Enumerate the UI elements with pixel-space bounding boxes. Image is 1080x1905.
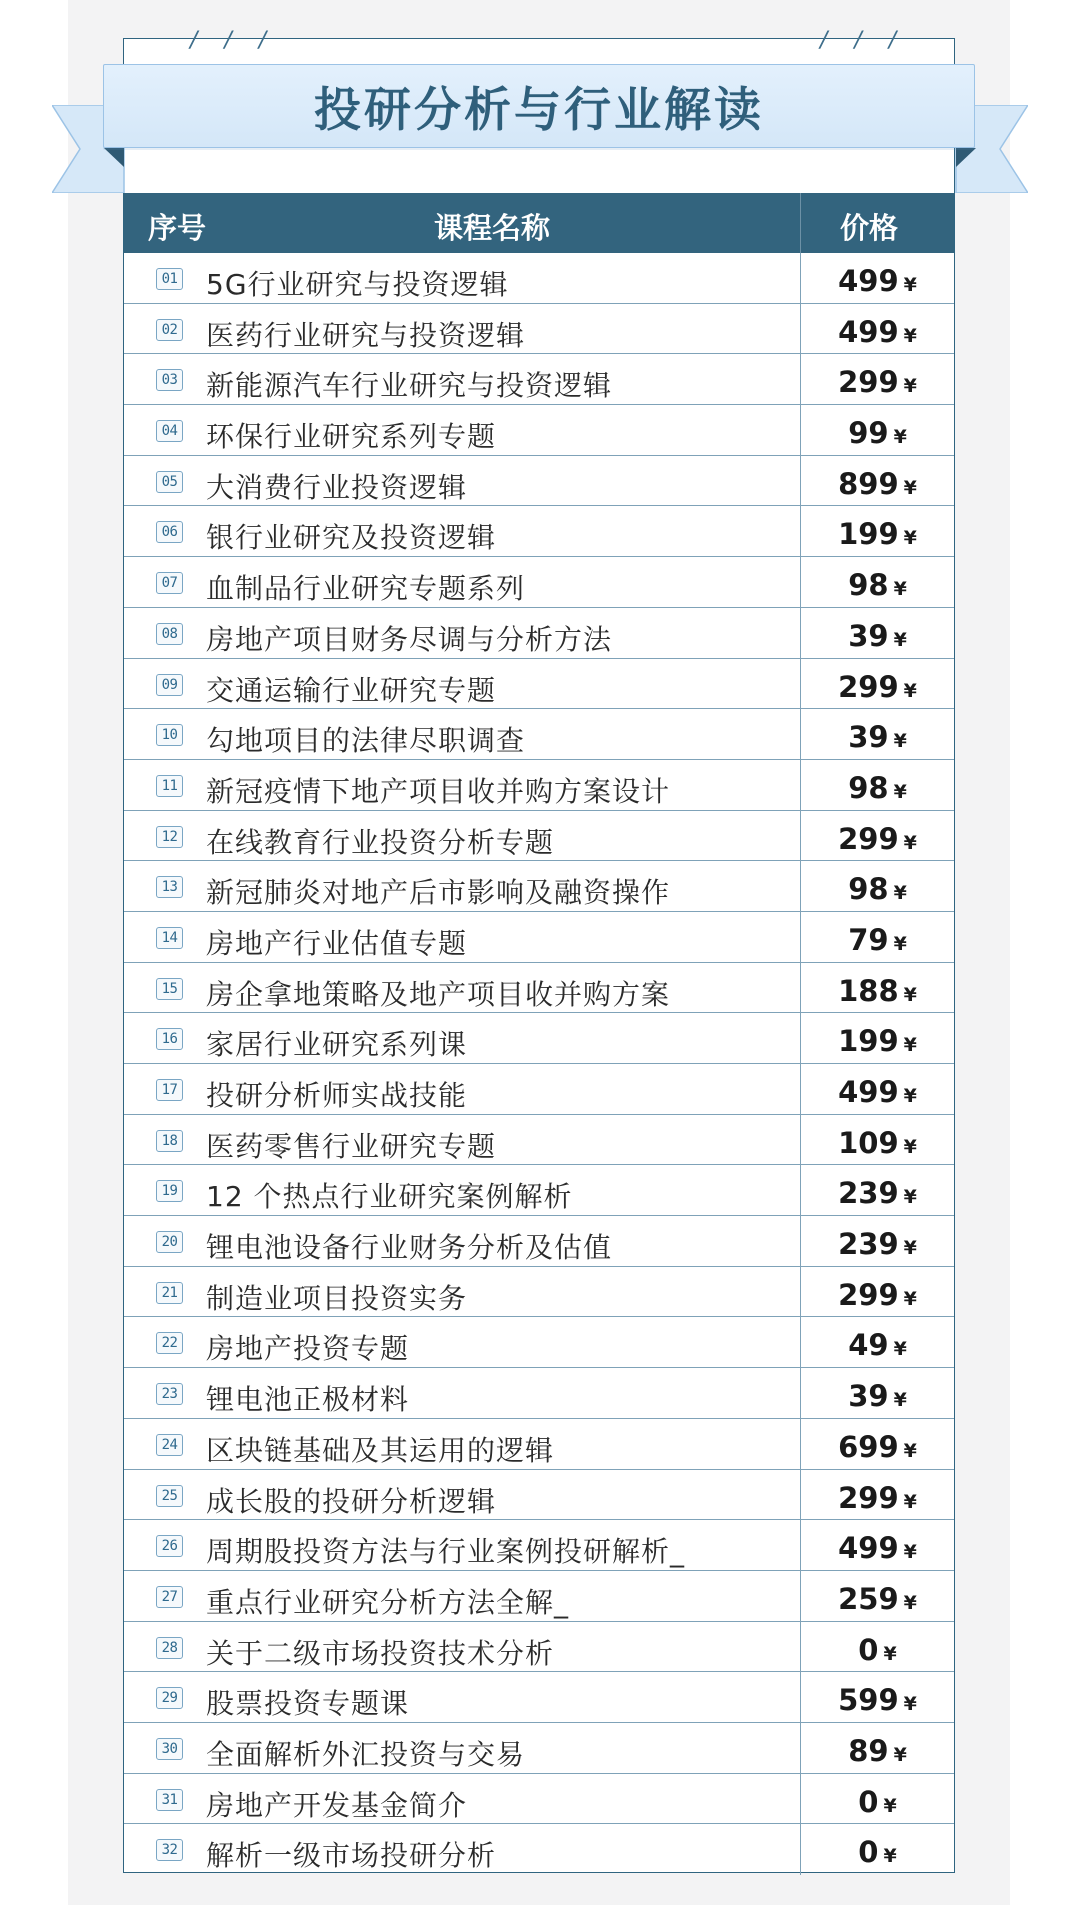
currency-symbol: ¥	[903, 1439, 917, 1462]
price-cell	[800, 811, 954, 861]
title-decoration-left: / / /	[190, 28, 277, 53]
title-ribbon	[103, 64, 975, 148]
course-price: 109	[838, 1125, 899, 1160]
course-price: 499	[838, 264, 899, 298]
course-price: 599	[838, 1683, 899, 1718]
course-price: 188	[838, 973, 899, 1008]
currency-symbol: ¥	[903, 324, 917, 347]
course-name: 新能源汽车行业研究与投资逻辑	[206, 369, 613, 403]
course-price: 39	[848, 618, 889, 653]
currency-symbol: ¥	[903, 1287, 917, 1310]
table-row	[124, 1571, 954, 1622]
price-cell	[800, 405, 954, 455]
course-price: 259	[838, 1581, 899, 1616]
course-name: 医药行业研究与投资逻辑	[206, 318, 526, 352]
price-cell	[800, 304, 954, 354]
table-row	[124, 1317, 954, 1368]
price-cell	[800, 760, 954, 810]
row-number-badge: 26	[156, 1535, 183, 1557]
row-number-badge: 04	[156, 420, 183, 442]
table-row	[124, 1013, 954, 1064]
row-number-badge: 28	[156, 1637, 183, 1659]
currency-symbol: ¥	[903, 679, 917, 702]
course-price: 299	[838, 669, 899, 704]
course-price: 79	[848, 922, 889, 957]
course-name: 锂电池正极材料	[206, 1383, 410, 1417]
row-number-badge: 21	[156, 1282, 183, 1304]
price-cell	[800, 1672, 954, 1722]
currency-symbol: ¥	[903, 476, 917, 499]
currency-symbol: ¥	[883, 1794, 897, 1817]
table-row	[124, 253, 954, 304]
course-price: 98	[848, 770, 889, 805]
currency-symbol: ¥	[903, 1693, 917, 1716]
currency-symbol: ¥	[903, 831, 917, 854]
table-row	[124, 1368, 954, 1419]
price-cell	[800, 506, 954, 556]
currency-symbol: ¥	[903, 1135, 917, 1158]
course-price: 89	[848, 1733, 889, 1768]
price-cell	[800, 1571, 954, 1621]
price-cell	[800, 861, 954, 911]
course-name: 重点行业研究分析方法全解_	[206, 1585, 570, 1619]
course-price: 299	[838, 365, 899, 400]
row-number-badge: 27	[156, 1586, 183, 1608]
currency-symbol: ¥	[883, 1845, 897, 1868]
currency-symbol: ¥	[893, 932, 907, 955]
row-number-badge: 02	[156, 319, 183, 341]
course-price: 0	[858, 1835, 879, 1870]
header-divider	[800, 193, 801, 253]
course-name: 制造业项目投资实务	[206, 1281, 468, 1315]
course-price: 199	[838, 517, 899, 552]
course-price: 899	[838, 466, 899, 501]
table-row	[124, 608, 954, 659]
price-cell	[800, 709, 954, 759]
table-row	[124, 963, 954, 1014]
row-number-badge: 17	[156, 1079, 183, 1101]
row-number-badge: 14	[156, 927, 183, 949]
price-cell	[800, 912, 954, 962]
table-row	[124, 1470, 954, 1521]
table-row	[124, 912, 954, 963]
price-cell	[800, 1470, 954, 1520]
price-cell	[800, 557, 954, 607]
table-row	[124, 1419, 954, 1470]
table-row	[124, 1165, 954, 1216]
table-row	[124, 1723, 954, 1774]
price-cell	[800, 1723, 954, 1773]
course-price: 499	[838, 1531, 899, 1566]
course-price: 98	[848, 872, 889, 907]
table-row	[124, 304, 954, 355]
row-number-badge: 19	[156, 1180, 183, 1202]
table-row	[124, 1520, 954, 1571]
currency-symbol: ¥	[903, 1186, 917, 1209]
course-price: 499	[838, 314, 899, 349]
course-name: 成长股的投研分析逻辑	[206, 1484, 497, 1518]
row-number-badge: 10	[156, 724, 183, 746]
price-cell	[800, 1774, 954, 1824]
course-name: 区块链基础及其运用的逻辑	[206, 1433, 555, 1467]
currency-symbol: ¥	[893, 882, 907, 905]
table-row	[124, 506, 954, 557]
course-name: 房地产开发基金简介	[206, 1788, 468, 1822]
course-price: 299	[838, 1277, 899, 1312]
price-cell	[800, 1013, 954, 1063]
course-name: 新冠疫情下地产项目收并购方案设计	[206, 774, 671, 808]
course-name: 锂电池设备行业财务分析及估值	[206, 1231, 613, 1265]
currency-symbol: ¥	[903, 1591, 917, 1614]
currency-symbol: ¥	[893, 780, 907, 803]
course-name: 交通运输行业研究专题	[206, 673, 497, 707]
course-name: 投研分析师实战技能	[206, 1079, 468, 1112]
header-name: 课程名称	[434, 211, 551, 245]
course-name: 解析一级市场投研分析	[206, 1839, 497, 1873]
row-number-badge: 08	[156, 623, 183, 645]
course-price: 0	[858, 1632, 879, 1667]
table-row	[124, 456, 954, 507]
currency-symbol: ¥	[893, 1338, 907, 1361]
row-number-badge: 03	[156, 369, 183, 391]
currency-symbol: ¥	[893, 1389, 907, 1412]
currency-symbol: ¥	[893, 628, 907, 651]
table-row	[124, 557, 954, 608]
row-number-badge: 24	[156, 1434, 183, 1456]
course-price: 699	[838, 1429, 899, 1464]
price-cell	[800, 354, 954, 404]
row-number-badge: 06	[156, 521, 183, 543]
course-name: 房地产项目财务尽调与分析方法	[206, 622, 613, 656]
row-number-badge: 20	[156, 1231, 183, 1253]
table-row	[124, 354, 954, 405]
table-row	[124, 659, 954, 710]
row-number-badge: 16	[156, 1028, 183, 1050]
course-table-body	[124, 253, 954, 1875]
price-cell	[800, 1317, 954, 1367]
price-cell	[800, 1520, 954, 1570]
currency-symbol: ¥	[903, 1541, 917, 1564]
header-seq: 序号	[148, 211, 207, 245]
row-number-badge: 29	[156, 1687, 183, 1709]
currency-symbol: ¥	[903, 1034, 917, 1057]
course-price: 299	[838, 821, 899, 856]
currency-symbol: ¥	[903, 1237, 917, 1260]
table-row	[124, 811, 954, 862]
price-cell	[800, 456, 954, 506]
table-row	[124, 1774, 954, 1825]
price-cell	[800, 1115, 954, 1165]
currency-symbol: ¥	[893, 1743, 907, 1766]
course-name: 新冠肺炎对地产后市影响及融资操作	[206, 876, 671, 910]
course-name: 大消费行业投资逻辑	[206, 470, 468, 504]
course-price: 39	[848, 1379, 889, 1414]
row-number-badge: 18	[156, 1130, 183, 1152]
table-row	[124, 1824, 954, 1875]
course-price: 239	[838, 1227, 899, 1262]
currency-symbol: ¥	[903, 983, 917, 1006]
price-cell	[800, 1824, 954, 1875]
course-name: 房企拿地策略及地产项目收并购方案	[206, 977, 671, 1011]
currency-symbol: ¥	[903, 527, 917, 550]
currency-symbol: ¥	[883, 1642, 897, 1665]
course-name: 股票投资专题课	[206, 1687, 410, 1721]
row-number-badge: 09	[156, 674, 183, 696]
currency-symbol: ¥	[893, 578, 907, 601]
course-name: 房地产投资专题	[206, 1332, 410, 1366]
price-cell	[800, 1419, 954, 1469]
currency-symbol: ¥	[903, 375, 917, 398]
table-row	[124, 1064, 954, 1115]
table-row	[124, 709, 954, 760]
course-price: 99	[848, 416, 889, 451]
table-row	[124, 861, 954, 912]
header-price: 价格	[840, 211, 899, 245]
table-row	[124, 405, 954, 456]
table-row	[124, 1216, 954, 1267]
price-cell	[800, 1622, 954, 1672]
course-name: 医药零售行业研究专题	[206, 1129, 497, 1163]
price-cell	[800, 659, 954, 709]
row-number-badge: 23	[156, 1383, 183, 1405]
price-cell	[800, 963, 954, 1013]
currency-symbol: ¥	[893, 730, 907, 753]
table-header	[124, 193, 954, 253]
row-number-badge: 13	[156, 876, 183, 898]
row-number-badge: 25	[156, 1485, 183, 1507]
price-cell	[800, 1368, 954, 1418]
price-cell	[800, 1267, 954, 1317]
row-number-badge: 32	[156, 1839, 183, 1861]
course-price: 199	[838, 1024, 899, 1059]
course-name: 勾地项目的法律尽职调查	[206, 724, 526, 758]
currency-symbol: ¥	[903, 1085, 917, 1107]
course-name: 环保行业研究系列专题	[206, 420, 497, 454]
price-cell	[800, 1064, 954, 1114]
table-row	[124, 760, 954, 811]
row-number-badge: 31	[156, 1789, 183, 1811]
course-price: 49	[848, 1328, 889, 1363]
table-row	[124, 1115, 954, 1166]
course-name: 关于二级市场投资技术分析	[206, 1636, 555, 1670]
course-name: 全面解析外汇投资与交易	[206, 1737, 526, 1771]
course-name: 周期股投资方法与行业案例投研解析_	[206, 1535, 686, 1569]
course-name: 银行业研究及投资逻辑	[206, 521, 497, 555]
course-price: 39	[848, 720, 889, 755]
title-decoration-right: / / /	[820, 28, 907, 53]
course-name: 在线教育行业投资分析专题	[206, 825, 555, 859]
row-number-badge: 07	[156, 572, 183, 594]
course-name: 血制品行业研究专题系列	[206, 572, 526, 606]
course-name: 12 个热点行业研究案例解析	[206, 1180, 573, 1214]
course-name: 5G行业研究与投资逻辑	[206, 268, 509, 301]
price-cell	[800, 253, 954, 303]
page-title: 投研分析与行业解读	[314, 82, 764, 138]
course-name: 房地产行业估值专题	[206, 926, 468, 960]
course-price: 499	[838, 1075, 899, 1109]
row-number-badge: 12	[156, 826, 183, 848]
course-price: 239	[838, 1176, 899, 1211]
row-number-badge: 22	[156, 1332, 183, 1354]
course-price: 0	[858, 1784, 879, 1819]
row-number-badge: 30	[156, 1738, 183, 1760]
price-cell	[800, 608, 954, 658]
price-cell	[800, 1216, 954, 1266]
currency-symbol: ¥	[893, 426, 907, 449]
table-row	[124, 1672, 954, 1723]
price-cell	[800, 1165, 954, 1215]
row-number-badge: 01	[156, 268, 183, 290]
currency-symbol: ¥	[903, 274, 917, 296]
row-number-badge: 15	[156, 978, 183, 1000]
course-price: 98	[848, 568, 889, 603]
course-price: 299	[838, 1480, 899, 1515]
row-number-badge: 11	[156, 775, 183, 797]
table-row	[124, 1622, 954, 1673]
currency-symbol: ¥	[903, 1490, 917, 1513]
table-row	[124, 1267, 954, 1318]
row-number-badge: 05	[156, 471, 183, 493]
course-name: 家居行业研究系列课	[206, 1028, 468, 1062]
